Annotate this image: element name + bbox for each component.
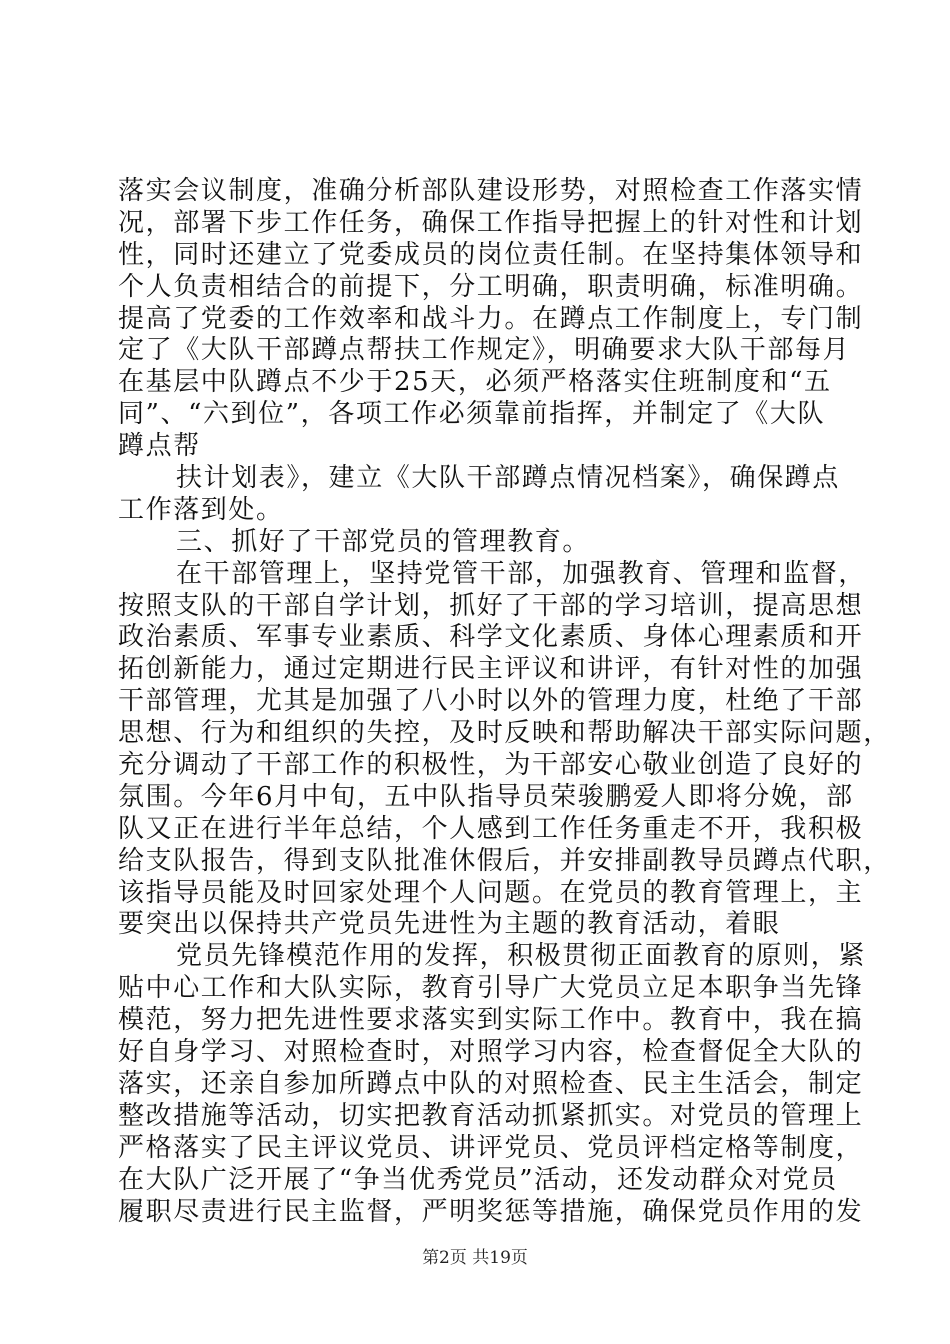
text-line: 蹲点帮 (118, 431, 201, 462)
text-line: 要突出以保持共产党员先进性为主题的教育活动，着眼 (118, 909, 781, 940)
text-line: 落实会议制度，准确分析部队建设形势，对照检查工作落实情 (118, 176, 864, 206)
text-line: 该指导员能及时回家处理个人问题。在党员的教育管理上，主 (118, 877, 864, 908)
text-line: 同”、“六到位”，各项工作必须靠前指挥，并制定了《大队 (118, 399, 826, 430)
paragraph-start-line: 在干部管理上，坚持党管干部，加强教育、管理和监督， (176, 558, 867, 589)
paragraph-start-line: 党员先锋模范作用的发挥，积极贯彻正面教育的原则，紧 (176, 941, 867, 972)
section-heading: 三、抓好了干部党员的管理教育。 (176, 526, 591, 557)
text-line: 贴中心工作和大队实际，教育引导广大党员立足本职争当先锋 (118, 973, 864, 1004)
text-line: 在基层中队蹲点不少于25天，必须严格落实住班制度和“五 (118, 367, 832, 398)
text-line: 严格落实了民主评议党员、讲评党员、党员评档定格等制度， (118, 1132, 864, 1163)
text-line: 好自身学习、对照检查时，对照学习内容，检查督促全大队的 (118, 1037, 864, 1068)
text-line: 定了《大队干部蹲点帮扶工作规定》，明确要求大队干部每月 (118, 335, 851, 366)
text-line: 性，同时还建立了党委成员的岗位责任制。在坚持集体领导和 (118, 239, 864, 270)
page-number-footer: 第2页 共19页 (422, 1248, 528, 1268)
text-line: 氛围。今年6月中旬，五中队指导员荣骏鹏爱人即将分娩，部 (118, 781, 854, 812)
text-line: 履职尽责进行民主监督，严明奖惩等措施，确保党员作用的发 (118, 1196, 864, 1227)
text-line: 模范，努力把先进性要求落实到实际工作中。教育中，我在搞 (118, 1005, 864, 1036)
text-line: 在大队广泛开展了“争当优秀党员”活动，还发动群众对党员 (118, 1164, 838, 1195)
document-body (118, 176, 891, 1228)
text-line: 思想、行为和组织的失控，及时反映和帮助解决干部实际问题， (118, 718, 891, 749)
paragraph-start-line: 扶计划表》，建立《大队干部蹲点情况档案》，确保蹲点 (176, 463, 841, 494)
text-line: 干部管理，尤其是加强了八小时以外的管理力度，杜绝了干部 (118, 686, 864, 717)
text-line: 政治素质、军事专业素质、科学文化素质、身体心理素质和开 (118, 622, 864, 653)
text-line: 落实，还亲自参加所蹲点中队的对照检查、民主生活会，制定 (118, 1068, 864, 1099)
text-line: 拓创新能力，通过定期进行民主评议和讲评，有针对性的加强 (118, 654, 864, 685)
text-line: 个人负责相结合的前提下，分工明确，职责明确，标准明确。 (118, 271, 864, 302)
text-line: 队又正在进行半年总结，个人感到工作任务重走不开，我积极 (118, 813, 864, 844)
text-line: 给支队报告，得到支队批准休假后，并安排副教导员蹲点代职， (118, 845, 891, 876)
text-line: 工作落到处。 (118, 494, 284, 525)
text-line: 按照支队的干部自学计划，抓好了干部的学习培训，提高思想 (118, 590, 864, 621)
text-line: 况，部署下步工作任务，确保工作指导把握上的针对性和计划 (118, 207, 864, 238)
text-line: 整改措施等活动，切实把教育活动抓紧抓实。对党员的管理上 (118, 1100, 864, 1131)
text-line: 充分调动了干部工作的积极性，为干部安心敬业创造了良好的 (118, 750, 864, 781)
text-line: 提高了党委的工作效率和战斗力。在蹲点工作制度上，专门制 (118, 303, 864, 334)
